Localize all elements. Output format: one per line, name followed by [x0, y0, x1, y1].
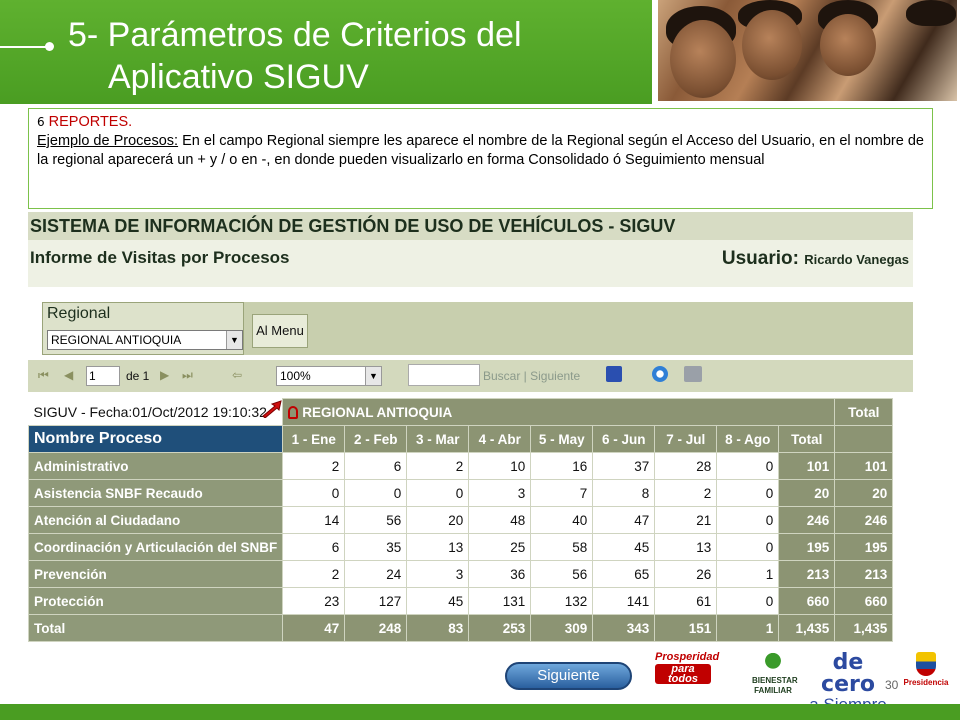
month-value: 20 — [407, 507, 469, 534]
collapse-icon[interactable] — [288, 406, 298, 419]
month-value: 151 — [655, 615, 717, 642]
process-name-header: Nombre Proceso — [29, 426, 283, 453]
month-value: 3 — [407, 561, 469, 588]
month-header: 8 - Ago — [717, 426, 779, 453]
month-header: 7 - Jul — [655, 426, 717, 453]
month-value: 13 — [655, 534, 717, 561]
process-name: Prevención — [29, 561, 283, 588]
month-value: 45 — [593, 534, 655, 561]
table-row — [29, 534, 893, 561]
region-header[interactable] — [283, 399, 835, 426]
page-count: de 1 — [126, 369, 150, 383]
table-row — [29, 507, 893, 534]
total-top-header: Total — [835, 399, 893, 426]
month-value: 48 — [469, 507, 531, 534]
process-name: Total — [29, 615, 283, 642]
table-row — [29, 453, 893, 480]
decero-logo — [806, 652, 890, 696]
month-value: 37 — [593, 453, 655, 480]
month-value: 24 — [345, 561, 407, 588]
row-grand-total: 1,435 — [835, 615, 893, 642]
decor-dot — [45, 42, 54, 51]
user-info — [722, 248, 909, 270]
month-header: 3 - Mar — [407, 426, 469, 453]
row-total: 101 — [779, 453, 835, 480]
row-total: 246 — [779, 507, 835, 534]
process-name: Protección — [29, 588, 283, 615]
user-label: Usuario: — [721, 248, 799, 269]
zoom-select[interactable] — [276, 366, 382, 386]
month-header: 4 - Abr — [469, 426, 531, 453]
chevron-down-icon[interactable]: ▼ — [365, 367, 381, 385]
row-total: 213 — [779, 561, 835, 588]
month-value: 35 — [345, 534, 407, 561]
section-heading-text: REPORTES. — [48, 114, 133, 130]
month-value: 131 — [469, 588, 531, 615]
month-value: 8 — [593, 480, 655, 507]
month-value: 58 — [531, 534, 593, 561]
month-value: 1 — [717, 615, 779, 642]
process-name: Asistencia SNBF Recaudo — [29, 480, 283, 507]
month-value: 0 — [717, 534, 779, 561]
bullet-number: 6 — [37, 115, 45, 129]
presidencia-logo — [902, 652, 950, 700]
month-value: 127 — [345, 588, 407, 615]
month-value: 10 — [469, 453, 531, 480]
prosperidad-logo — [655, 651, 720, 692]
month-value: 28 — [655, 453, 717, 480]
month-value: 0 — [717, 453, 779, 480]
month-value: 6 — [345, 453, 407, 480]
process-table — [28, 398, 893, 642]
month-value: 36 — [469, 561, 531, 588]
month-value: 23 — [283, 588, 345, 615]
month-value: 3 — [469, 480, 531, 507]
month-value: 0 — [717, 507, 779, 534]
month-value: 65 — [593, 561, 655, 588]
month-value: 343 — [593, 615, 655, 642]
month-value: 56 — [345, 507, 407, 534]
menu-button[interactable]: Al Menu — [252, 314, 308, 348]
regional-select[interactable] — [47, 330, 243, 350]
next-button[interactable]: Siguiente — [505, 662, 632, 690]
slide-title-line2: Aplicativo SIGUV — [108, 58, 369, 96]
search-input[interactable] — [408, 364, 480, 386]
first-page-icon[interactable]: ⏮ — [38, 368, 49, 382]
refresh-icon[interactable] — [652, 366, 668, 382]
back-icon[interactable]: ⇦ — [232, 368, 243, 382]
region-header-text: REGIONAL ANTIOQUIA — [302, 404, 453, 420]
month-value: 61 — [655, 588, 717, 615]
shield-icon — [916, 652, 936, 676]
slide-title — [68, 14, 628, 98]
month-value: 0 — [717, 588, 779, 615]
month-value: 16 — [531, 453, 593, 480]
row-total: 660 — [779, 588, 835, 615]
red-arrow-icon — [261, 400, 283, 418]
row-grand-total: 20 — [835, 480, 893, 507]
description-text — [37, 132, 924, 170]
page-number-input[interactable]: 1 — [86, 366, 120, 386]
description-underlined: Ejemplo de Procesos: — [37, 133, 179, 149]
prev-page-icon[interactable]: ◀ — [64, 368, 74, 382]
table-row — [29, 561, 893, 588]
month-value: 132 — [531, 588, 593, 615]
bienestar-mark-icon — [759, 652, 787, 674]
month-value: 141 — [593, 588, 655, 615]
month-value: 47 — [283, 615, 345, 642]
fecha-cell — [29, 399, 283, 426]
next-page-icon[interactable]: ▶ — [160, 368, 170, 382]
month-value: 0 — [345, 480, 407, 507]
month-value: 0 — [717, 480, 779, 507]
export-icon[interactable] — [606, 366, 622, 382]
description-box — [28, 108, 933, 209]
children-photo — [655, 0, 960, 104]
month-value: 25 — [469, 534, 531, 561]
month-header: 5 - May — [531, 426, 593, 453]
month-value: 56 — [531, 561, 593, 588]
last-page-icon[interactable]: ⏭ — [182, 368, 193, 382]
total-header: Total — [779, 426, 835, 453]
row-grand-total: 213 — [835, 561, 893, 588]
zoom-value: 100% — [280, 369, 311, 383]
presidencia-text: Presidencia — [903, 678, 949, 687]
total-row — [29, 615, 893, 642]
bienestar-text: BIENESTAR FAMILIAR — [752, 676, 798, 695]
month-value: 253 — [469, 615, 531, 642]
month-header: 6 - Jun — [593, 426, 655, 453]
user-name: Ricardo Vanegas — [804, 252, 909, 267]
regional-parameter — [42, 302, 244, 355]
month-value: 2 — [655, 480, 717, 507]
month-value: 45 — [407, 588, 469, 615]
system-title: SISTEMA DE INFORMACIÓN DE GESTIÓN DE USO DE VEHÍCULOS - SIGUV — [28, 212, 913, 240]
month-value: 309 — [531, 615, 593, 642]
decero-text-a: de cero — [821, 650, 875, 697]
month-value: 0 — [407, 480, 469, 507]
month-header: 2 - Feb — [345, 426, 407, 453]
decor-line — [0, 46, 50, 48]
month-value: 14 — [283, 507, 345, 534]
report-toolbar — [28, 360, 913, 392]
row-grand-total: 101 — [835, 453, 893, 480]
description-rest: En el campo Regional siempre les aparece el nombre de la Regional según el Acceso del Usuario, en el nombre de la regional aparecerá un + y / o en -, en donde pueden visualizarlo en forma Consolidado ó Seguimiento mensual — [37, 133, 924, 168]
table-row — [29, 588, 893, 615]
report-screenshot — [28, 212, 913, 648]
section-heading — [37, 113, 924, 132]
report-title: Informe de Visitas por Procesos — [30, 248, 290, 267]
footer-band — [0, 704, 960, 720]
bienestar-logo — [752, 652, 798, 698]
chevron-down-icon[interactable]: ▼ — [226, 331, 242, 349]
parameter-bar — [42, 302, 913, 355]
row-total: 1,435 — [779, 615, 835, 642]
month-value: 40 — [531, 507, 593, 534]
process-name: Coordinación y Articulación del SNBF — [29, 534, 283, 561]
month-value: 6 — [283, 534, 345, 561]
month-value: 1 — [717, 561, 779, 588]
month-value: 47 — [593, 507, 655, 534]
process-name: Administrativo — [29, 453, 283, 480]
find-links[interactable]: Buscar | Siguiente — [483, 369, 581, 383]
month-value: 0 — [283, 480, 345, 507]
month-header: 1 - Ene — [283, 426, 345, 453]
month-value: 26 — [655, 561, 717, 588]
month-value: 21 — [655, 507, 717, 534]
row-grand-total: 195 — [835, 534, 893, 561]
logo-text-2: para todos — [655, 664, 711, 684]
regional-select-value: REGIONAL ANTIOQUIA — [51, 333, 182, 347]
table-row — [29, 480, 893, 507]
process-name: Atención al Ciudadano — [29, 507, 283, 534]
month-value: 7 — [531, 480, 593, 507]
slide-title-line1: 5- Parámetros de Criterios del — [68, 16, 522, 54]
table-header-row — [29, 426, 893, 453]
page-number: 30 — [885, 678, 899, 692]
table-top-row — [29, 399, 893, 426]
month-value: 83 — [407, 615, 469, 642]
row-grand-total: 660 — [835, 588, 893, 615]
row-total: 20 — [779, 480, 835, 507]
row-grand-total: 246 — [835, 507, 893, 534]
month-value: 13 — [407, 534, 469, 561]
row-total: 195 — [779, 534, 835, 561]
month-value: 2 — [283, 453, 345, 480]
regional-label: Regional — [47, 305, 111, 322]
report-date: SIGUV - Fecha:01/Oct/2012 19:10:32 — [33, 403, 267, 420]
logo-text-1: Prosperidad — [655, 651, 720, 663]
print-icon[interactable] — [684, 366, 702, 382]
month-value: 2 — [407, 453, 469, 480]
month-value: 2 — [283, 561, 345, 588]
grand-total-header — [835, 426, 893, 453]
month-value: 248 — [345, 615, 407, 642]
